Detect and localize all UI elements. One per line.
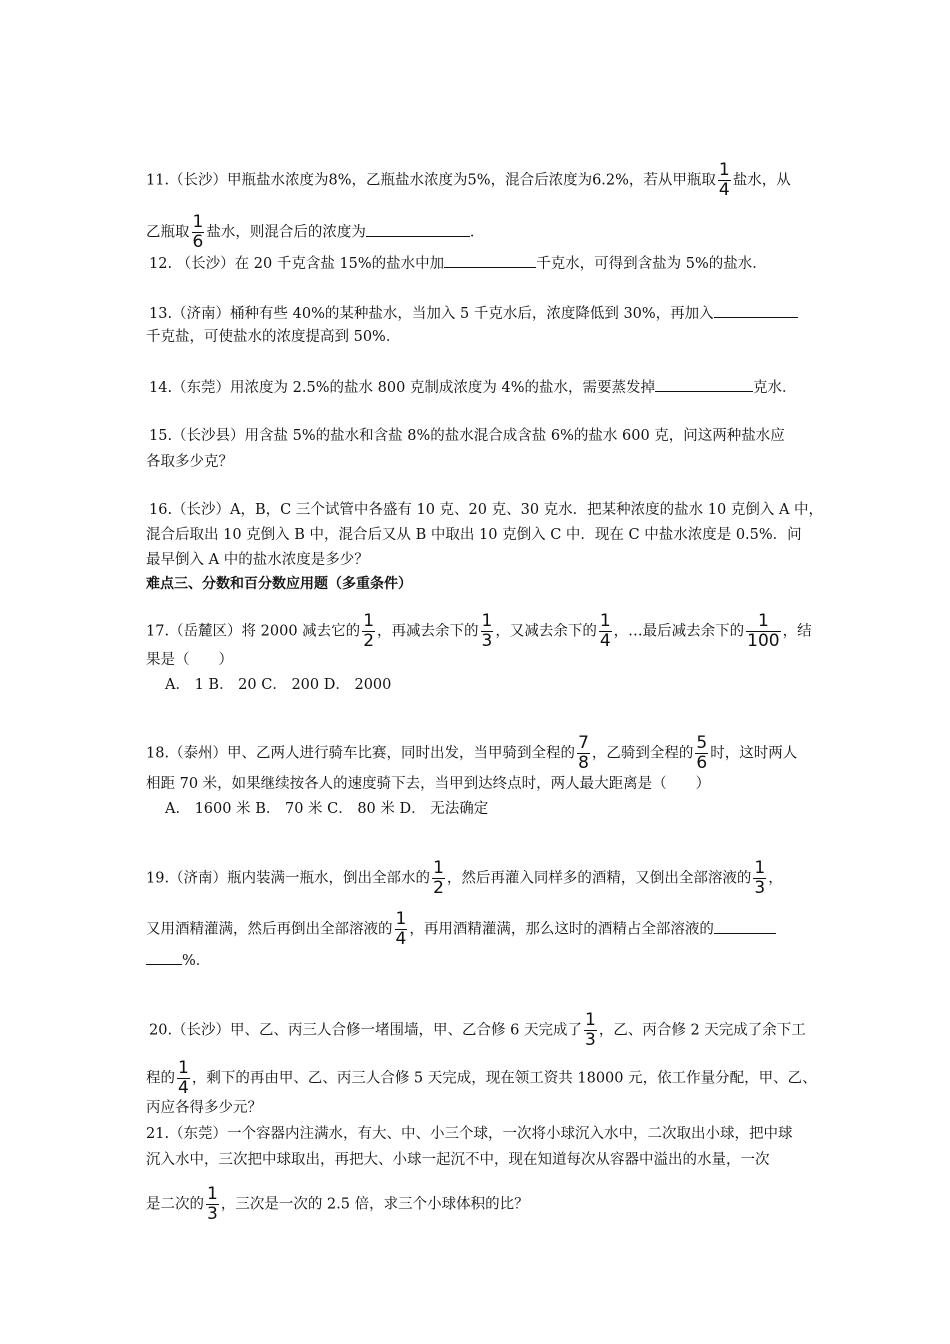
fraction-5-6: $\frac{5}{6}$ — [696, 733, 708, 773]
q16-line-2: 混合后取出 10 克倒入 B 中，混合后又从 B 中取出 10 克倒入 C 中．现在 C 中盐水浓度是 0.5%．问 — [146, 527, 802, 543]
section-heading: 难点三、分数和百分数应用题（多重条件） — [146, 576, 412, 592]
fraction-1-3: $\frac{1}{3}$ — [481, 611, 493, 651]
fraction-1-3: $\frac{1}{3}$ — [207, 1184, 218, 1224]
fraction-1-4: $\frac{1}{4}$ — [718, 160, 730, 200]
q16-line-1: 16.（长沙）A，B，C 三个试管中各盛有 10 克、20 克、30 克水．把某种浓度的盐水 10 克倒入 A 中， — [149, 502, 824, 518]
fraction-1-2: $\frac{1}{2}$ — [363, 611, 375, 651]
q21-line-2: 沉入水中，三次把中球取出，再把大、小球一起沉不中，现在知道每次从容器中溢出的水量，一次 — [146, 1152, 770, 1168]
q11-line-2: 乙瓶取 $\frac{1}{6}$ 盐水，则混合后的浓度为 ． — [146, 212, 485, 252]
q19-line-1: 19.（济南）瓶内装满一瓶水，倒出全部水的 $\frac{1}{2}$ ，然后再灌入同样多的酒精，又倒出全部溶液的 $\frac{1}{3}$ ， — [146, 858, 783, 898]
q18-line-2: 相距 70 米，如果继续按各人的速度骑下去，当甲到达终点时，两人最大距离是（ ） — [146, 776, 711, 792]
q13-answer-blank[interactable] — [714, 302, 798, 318]
fraction-1-4: $\frac{1}{4}$ — [178, 1058, 189, 1098]
q19-line-2: 又用酒精灌满，然后再倒出全部溶液的 $\frac{1}{4}$ ，再用酒精灌满，那么这时的酒精占全部溶液的 — [146, 911, 776, 948]
fraction-1-4: $\frac{1}{4}$ — [395, 909, 407, 949]
q14-answer-blank[interactable] — [655, 376, 753, 392]
q12-line: 12. （长沙）在 20 千克含盐 15%的盐水中加 千克水，可得到含盐为 5%的盐水． — [149, 252, 767, 274]
q12-answer-blank[interactable] — [444, 252, 536, 268]
q17-line-1: 17.（岳麓区）将 2000 减去它的 $\frac{1}{2}$ ，再减去余下的 $\frac{1}{3}$ ，又减去余下的 $\frac{1}{4}$ ，…最后减去余下的 $\frac{1}{100}$ ，结 — [146, 611, 812, 651]
q21-line-3: 是二次的 $\frac{1}{3}$ ，三次是一次的 2.5 倍，求三个小球体积的比？ — [146, 1184, 529, 1224]
q19-answer-blank-cont[interactable] — [146, 949, 182, 965]
q17-options: A． 1 B． 20 C． 200 D． 2000 — [165, 677, 392, 693]
fraction-1-100: $\frac{1}{100}$ — [747, 611, 780, 651]
q15-line-1: 15.（长沙县）用含盐 5%的盐水和含盐 8%的盐水混合成含盐 6%的盐水 600 克，问这两种盐水应 — [149, 428, 785, 444]
q16-line-3: 最早倒入 A 中的盐水浓度是多少？ — [146, 552, 369, 568]
fraction-1-3: $\frac{1}{3}$ — [754, 858, 766, 898]
fraction-1-6: $\frac{1}{6}$ — [192, 212, 204, 252]
fraction-1-3: $\frac{1}{3}$ — [585, 1010, 596, 1050]
q20-line-1: 20.（长沙）甲、乙、丙三人合修一堵围墙，甲、乙合修 6 天完成了 $\frac{1}{3}$ ，乙、丙合修 2 天完成了余下工 — [149, 1010, 806, 1050]
q15-line-2: 各取多少克？ — [146, 454, 233, 470]
q19-line-3: %． — [146, 949, 210, 971]
fraction-7-8: $\frac{7}{8}$ — [578, 733, 589, 773]
q20-line-3: 丙应各得多少元？ — [146, 1100, 262, 1116]
q20-line-2: 程的 $\frac{1}{4}$ ，剩下的再由甲、乙、丙三人合修 5 天完成，现在领工资共 18000 元，依工作量分配，甲、乙、 — [146, 1058, 817, 1098]
fraction-1-2: $\frac{1}{2}$ — [433, 858, 444, 898]
q11-answer-blank[interactable] — [366, 221, 470, 237]
q18-options: A． 1600 米 B． 70 米 C． 80 米 D． 无法确定 — [165, 801, 489, 817]
q14-line: 14.（东莞）用浓度为 2.5%的盐水 800 克制成浓度为 4%的盐水，需要蒸发掉 克水． — [149, 376, 797, 398]
q11-line-1: 11.（长沙）甲瓶盐水浓度为8%，乙瓶盐水浓度为5%，混合后浓度为6.2%，若从甲瓶取 $\frac{1}{4}$ 盐水，从 — [146, 160, 791, 200]
q21-line-1: 21.（东莞）一个容器内注满水，有大、中、小三个球，一次将小球沉入水中，二次取出小球，把中球 — [146, 1126, 793, 1142]
q13-line-2: 千克盐，可使盐水的浓度提高到 50%． — [146, 329, 401, 345]
q18-line-1: 18.（泰州）甲、乙两人进行骑车比赛，同时出发，当甲骑到全程的 $\frac{7}{8}$ ，乙骑到全程的 $\frac{5}{6}$ 时，这时两人 — [146, 733, 798, 773]
fraction-1-4: $\frac{1}{4}$ — [599, 611, 611, 651]
q17-line-2: 果是（ ） — [146, 652, 233, 668]
q13-line-1: 13.（济南）桶种有些 40%的某种盐水，当加入 5 千克水后，浓度降低到 30%，再加入 — [149, 302, 798, 324]
q19-answer-blank[interactable] — [714, 918, 776, 934]
